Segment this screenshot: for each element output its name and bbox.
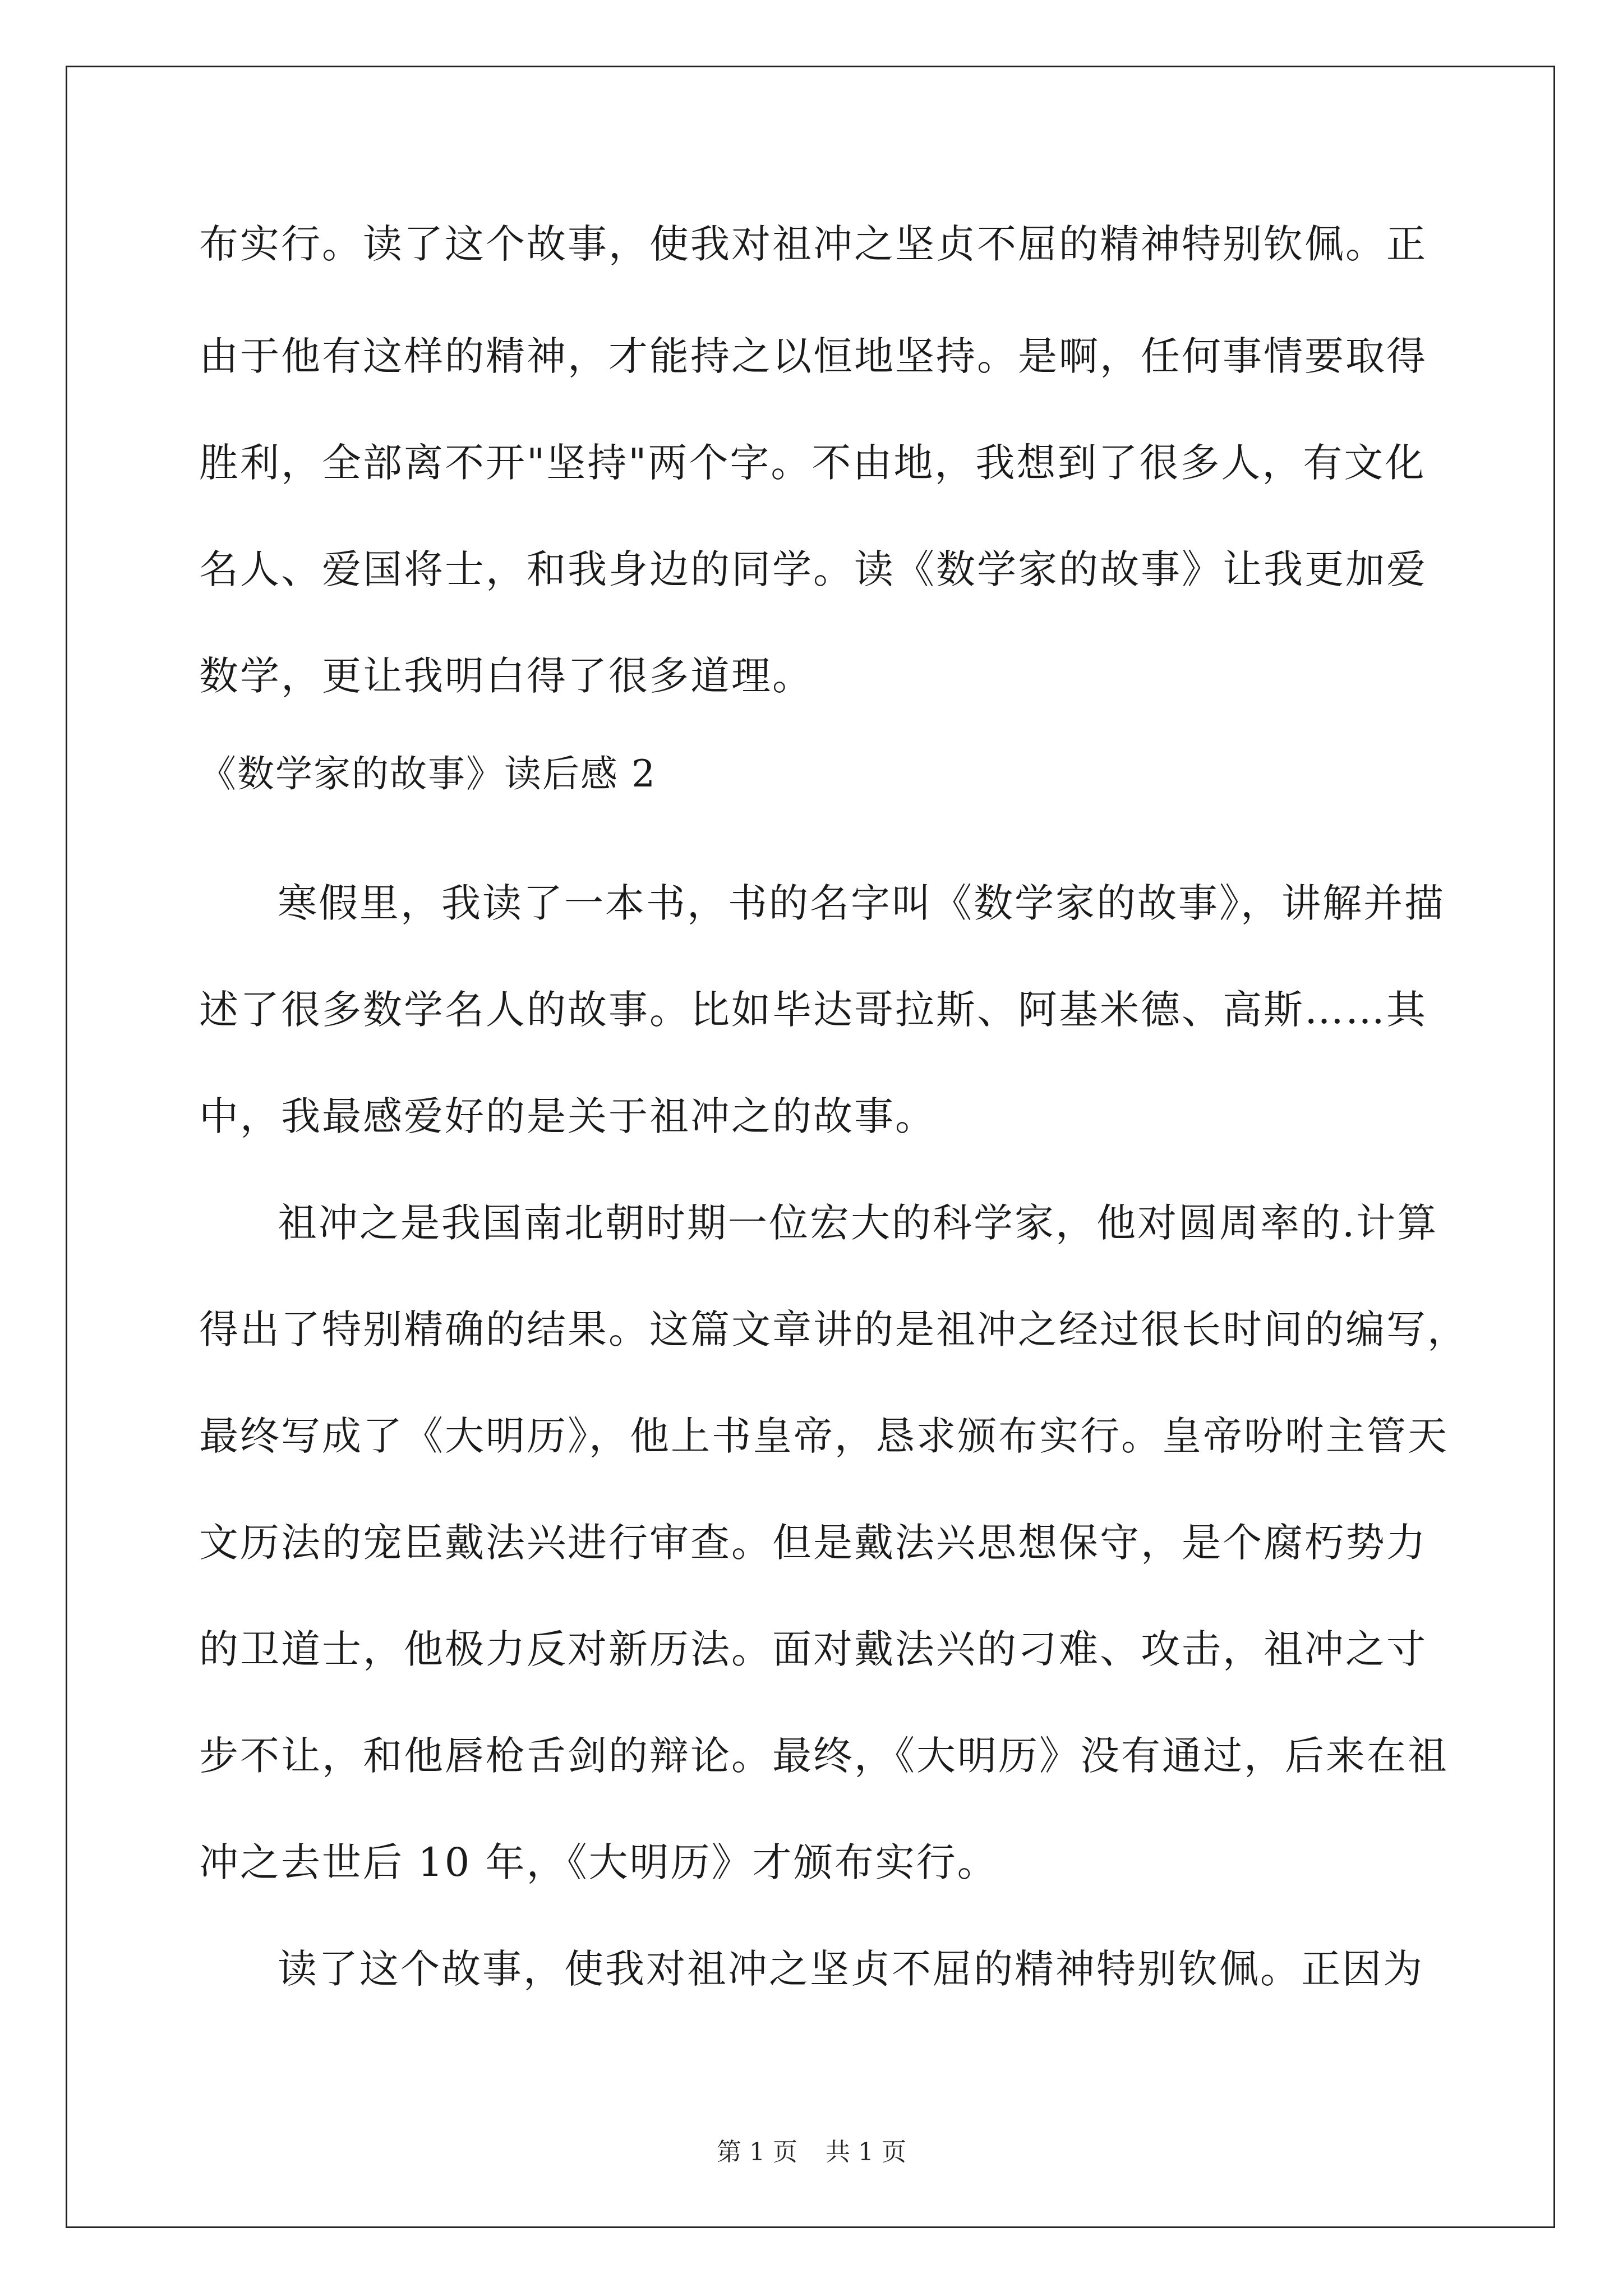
page-footer: [0, 2132, 1623, 2168]
document-body: [199, 202, 1468, 2022]
text-line: 冲之去世后 10 年，《大明历》才颁布实行。: [199, 1839, 998, 1885]
page-total: 共 1 页: [826, 2138, 906, 2166]
text-line: 布实行。读了这个故事，使我对祖冲之坚贞不屈的精神特别钦佩。正: [199, 221, 1427, 267]
text-line: 步不让，和他唇枪舌剑的辩论。最终，《大明历》没有通过，后来在祖: [199, 1733, 1449, 1779]
text-line: 寒假里，我读了一本书，书的名字叫《数学家的故事》，讲解并描: [278, 880, 1445, 926]
text-line: 得出了特别精确的结果。这篇文章讲的是祖冲之经过很长时间的编写，: [199, 1306, 1468, 1352]
text-line: 文历法的宠臣戴法兴进行审查。但是戴法兴思想保守，是个腐朽势力: [199, 1520, 1427, 1566]
text-line: 中，我最感爱好的是关于祖冲之的故事。: [199, 1093, 936, 1139]
section-heading: 《数学家的故事》读后感 2: [199, 752, 656, 795]
text-line: 述了很多数学名人的故事。比如毕达哥拉斯、阿基米德、高斯……其: [199, 987, 1427, 1033]
text-line: 名人、爱国将士，和我身边的同学。读《数学家的故事》让我更加爱: [199, 546, 1427, 592]
paragraph: [199, 1170, 1468, 1916]
paragraph: [199, 850, 1445, 1170]
paragraph: [199, 202, 1427, 729]
text-line: 的卫道士，他极力反对新历法。面对戴法兴的刁难、攻击，祖冲之寸: [199, 1626, 1427, 1672]
page-number: 第 1 页: [717, 2138, 797, 2166]
text-line: 数学，更让我明白得了很多道理。: [199, 653, 813, 699]
paragraph: [199, 1916, 1427, 2022]
text-line: 由于他有这样的精神，才能持之以恒地坚持。是啊，任何事情要取得: [199, 333, 1427, 379]
text-line: 最终写成了《大明历》，他上书皇帝，恳求颁布实行。皇帝吩咐主管天: [199, 1413, 1449, 1459]
text-line: 胜利，全部离不开"坚持"两个字。不由地，我想到了很多人，有文化: [199, 440, 1426, 486]
text-line: 读了这个故事，使我对祖冲之坚贞不屈的精神特别钦佩。正因为: [278, 1946, 1424, 1992]
text-line: 祖冲之是我国南北朝时期一位宏大的科学家，他对圆周率的.计算: [278, 1200, 1438, 1246]
